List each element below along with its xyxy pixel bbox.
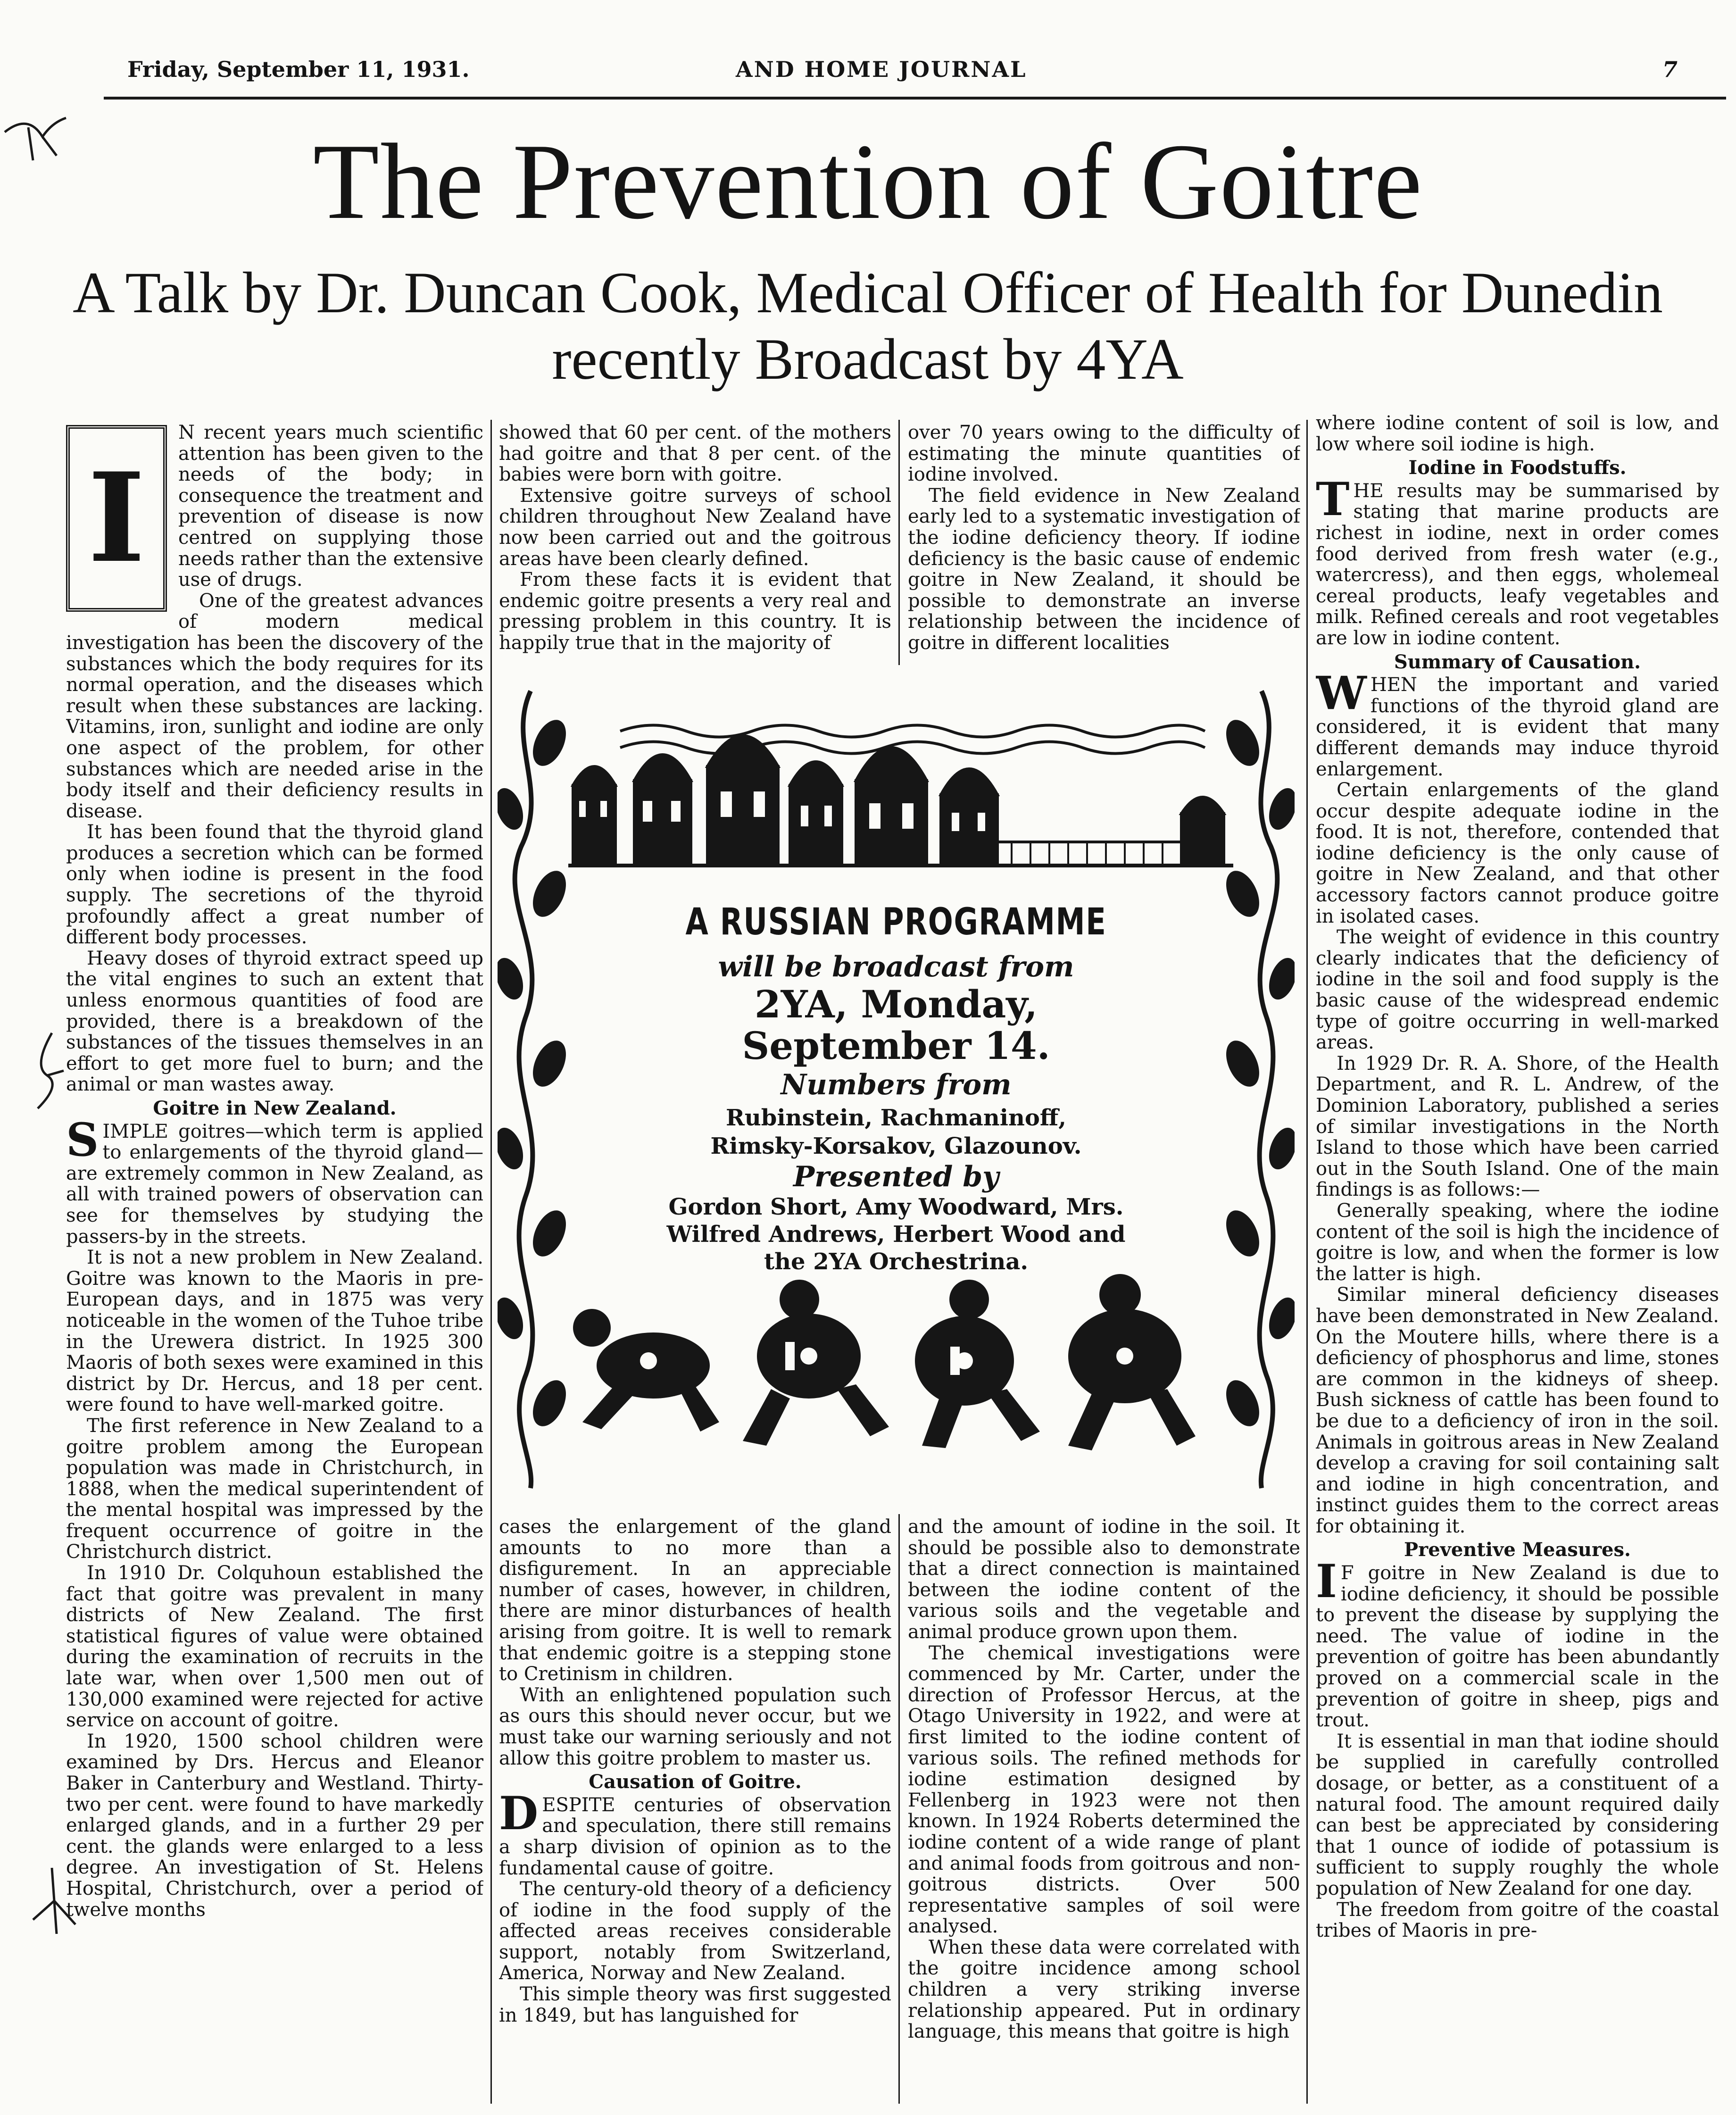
column-rule-1 xyxy=(490,420,492,2104)
advert-composers-line-1: Rubinstein, Rachmaninoff, xyxy=(725,1105,1067,1131)
paragraph: SIMPLE goitres—which term is applied to enlargements of the thyroid gland—are extremely common in New Zealand, as all with trained powers of observation can see for themselves by studying the passers-by in the streets. xyxy=(66,1113,483,1248)
section-heading: Iodine in Foodstuffs. xyxy=(1408,457,1627,479)
paragraph: Similar mineral deficiency diseases have been demonstrated in New Zealand. On the Moutere hills, where there is a deficiency of phosphorus and lime, stones are common in the kidneys of sheep. Bush sickness of cattle has been found to be due to a deficiency of iron in the soil. Animals in goitrous areas in New Zealand develop a craving for soil containing salt and iodine in high concentration, and instinct guides them to the correct areas for obtaining it. xyxy=(1316,1284,1719,1537)
article-column-3-top xyxy=(908,422,1300,658)
paragraph: DESPITE centuries of observation and speculation, there still remains a sharp division of opinion as to the fundamental cause of goitre. xyxy=(499,1786,891,1879)
paragraph: where iodine content of soil is low, and low where soil iodine is high. xyxy=(1316,413,1719,455)
advert-broadcast-line: will be broadcast from xyxy=(718,950,1074,983)
article-subtitle xyxy=(57,259,1679,393)
paragraph: This simple theory was first suggested in 1849, but has languished for xyxy=(499,1983,891,2026)
advert-presented-by: Presented by xyxy=(793,1160,999,1193)
column-rule-2 xyxy=(898,420,900,665)
paragraph: In 1910 Dr. Colquhoun established the fact that goitre was prevalent in many districts of New Zealand. The first statistical figures of value were obtained during the examination of recruits in the late war, when over 1,500 men out of 130,000 examined were rejected for active service on account of goitre. xyxy=(66,1562,483,1732)
illuminated-initial: I xyxy=(66,425,167,612)
section-heading: Goitre in New Zealand. xyxy=(153,1097,397,1119)
paragraph: The weight of evidence in this country clearly indicates that the deficiency of iodine in the soil and food supply is the basic cause of the widespread endemic type of goitre occurring in well-marked areas. xyxy=(1316,926,1719,1054)
paragraph: It has been found that the thyroid gland produces a secretion which can be formed only when iodine is present in the food supply. The secretions of the thyroid profoundly affect a great number of different body processes. xyxy=(66,821,483,949)
advert-performers-line-3: the 2YA Orchestrina. xyxy=(764,1249,1029,1275)
paragraph: N recent years much scientific attention has been given to the needs of the body; in consequence the treatment and prevention of disease is now centred on supplying those needs rather than the extensive use of drugs. xyxy=(178,422,483,591)
subtitle-line-2: recently Broadcast by 4YA xyxy=(552,327,1184,392)
advert-station: 2YA, Monday, xyxy=(755,982,1038,1026)
paragraph: From these facts it is evident that endemic goitre presents a very real and pressing problem in this country. It is happily true that in the majority of xyxy=(499,569,891,654)
drop-cap: T xyxy=(1316,472,1350,526)
paragraph: Generally speaking, where the iodine content of the soil is high the incidence of goitre is low, and when the former is low the latter is high. xyxy=(1316,1199,1719,1285)
paragraph: It is essential in man that iodine should be supplied in carefully controlled dosage, or better, as a constituent of a natural food. The amount required daily can best be appreciated by considering that 1 ounce of iodide of potassium is sufficient to supply roughly the whole population of New Zealand for one day. xyxy=(1316,1730,1719,1899)
margin-scribble-icon xyxy=(24,1028,66,1113)
paragraph: It is not a new problem in New Zealand. Goitre was known to the Maoris in pre-European days, and in 1875 was very noticeable in the women of the Tuhoe tribe in the Urewera district. In 1925 300 Maoris of both sexes were examined in this district by Dr. Hercus, and 18 per cent. were found to have well-marked goitre. xyxy=(66,1247,483,1416)
section-heading: Preventive Measures. xyxy=(1404,1539,1631,1561)
article-column-4 xyxy=(1316,413,1719,2104)
paragraph: cases the enlargement of the gland amounts to no more than a disfigurement. In an appreciable number of cases, however, in children, there are minor disturbances of health arising from goitre. It is well to remark that endemic goitre is a stepping stone to Cretinism in children. xyxy=(499,1516,891,1685)
issue-date: Friday, September 11, 1931. xyxy=(127,57,470,82)
article-column-3-bottom xyxy=(908,1516,1300,2104)
advert-headline: A RUSSIAN PROGRAMME xyxy=(685,901,1107,943)
advert-composers xyxy=(498,1104,1295,1160)
paragraph: showed that 60 per cent. of the mothers had goitre and that 8 per cent. of the babies were born with goitre. xyxy=(499,422,891,486)
margin-scribble-icon xyxy=(28,1863,80,1939)
paragraph: The chemical investigations were commenced by Mr. Carter, under the direction of Professor Hercus, at the Otago University in 1922, and were at first limited to the iodine content of various soils. The refined methods for iodine estimation designed by Fellenberg in 1923 were not then known. In 1924 Roberts determined the iodine content of a wide range of plant and animal foods from goitrous and non-goitrous districts. Over 500 representative samples of soil were analysed. xyxy=(908,1642,1300,1938)
advert-performers-line-1: Gordon Short, Amy Woodward, Mrs. xyxy=(668,1194,1124,1220)
drop-cap: D xyxy=(499,1786,539,1840)
paragraph: The first reference in New Zealand to a goitre problem among the European population was made in Christchurch, in 1888, when the medical superintendent of the mental hospital was impressed by the frequent occurrence of goitre in the Christchurch district. xyxy=(66,1415,483,1563)
paragraph: When these data were correlated with the goitre incidence among school children a very striking inverse relationship appeared. Put in ordinary language, this means that goitre is high xyxy=(908,1936,1300,2043)
article-column-2-bottom xyxy=(499,1516,891,2104)
paragraph: In 1920, 1500 school children were examined by Drs. Hercus and Eleanor Baker in Canterbury and Westland. Thirty-two per cent. were found to have markedly enlarged glands, and in a further 29 per cent. the glands were enlarged to a less degree. An investigation of St. Helens Hospital, Christchurch, over a period of twelve months xyxy=(66,1730,483,1921)
russian-programme-advert xyxy=(498,686,1295,1498)
paragraph: With an enlightened population such as ours this should never occur, but we must take our warning seriously and not allow this goitre problem to master us. xyxy=(499,1684,891,1769)
paragraph: WHEN the important and varied functions of the thyroid gland are considered, it is evident that many different demands may induce thyroid enlargement. xyxy=(1316,666,1719,780)
advert-numbers-from: Numbers from xyxy=(781,1068,1012,1101)
paragraph: over 70 years owing to the difficulty of estimating the minute quantities of iodine involved. xyxy=(908,422,1300,486)
kremlin-skyline-illustration xyxy=(568,725,1233,866)
article-column-1 xyxy=(66,422,483,2101)
paragraph: Heavy doses of thyroid extract speed up the vital engines to such an extent that unless enormous quantities of food are provided, there is a breakdown of the substances of the tissues themselves in an effort to get more fuel to burn; and the animal or man wastes away. xyxy=(66,947,483,1096)
paragraph: The freedom from goitre of the coastal tribes of Maoris in pre- xyxy=(1316,1899,1719,1942)
section-heading: Causation of Goitre. xyxy=(589,1771,802,1793)
advert-station-date xyxy=(498,983,1295,1066)
article-title: The Prevention of Goitre xyxy=(313,121,1423,241)
drop-cap: S xyxy=(66,1113,99,1166)
advert-performers xyxy=(498,1193,1295,1275)
subtitle-line-1: A Talk by Dr. Duncan Cook, Medical Officer of Health for Dunedin xyxy=(73,260,1663,325)
column-rule-2b xyxy=(898,1514,900,2104)
column-rule-3 xyxy=(1306,420,1308,2104)
paragraph: Certain enlargements of the gland occur despite adequate iodine in the food. It is not, therefore, contended that iodine deficiency is the only cause of goitre in New Zealand, and that other accessory factors cannot produce goitre in isolated cases. xyxy=(1316,779,1719,927)
journal-name: AND HOME JOURNAL xyxy=(736,57,1027,82)
header-rule xyxy=(104,97,1726,100)
drop-cap: W xyxy=(1316,666,1367,720)
margin-scribble-icon xyxy=(0,104,71,170)
paragraph: One of the greatest advances of modern medical investigation has been the discovery of the substances which the body requires for its normal operation, and the diseases which result when these substances are lacking. Vitamins, iron, sunlight and iodine are only one aspect of the problem, for other substances which are needed arise in the body itself and their deficiency results in disease. xyxy=(66,590,483,822)
advert-performers-line-2: Wilfred Andrews, Herbert Wood and xyxy=(666,1221,1126,1248)
paragraph: Extensive goitre surveys of school children throughout New Zealand have now been carried out and the goitrous areas have been clearly defined. xyxy=(499,484,891,570)
paragraph: The field evidence in New Zealand early led to a systematic investigation of the iodine deficiency theory. If iodine deficiency is the basic cause of endemic goitre in New Zealand, it should be possible to demonstrate an inverse relationship between the incidence of goitre in different localities xyxy=(908,484,1300,654)
section-heading: Summary of Causation. xyxy=(1394,650,1641,673)
article-column-2-top xyxy=(499,422,891,658)
folk-dancers-illustration xyxy=(573,1274,1196,1450)
advert-date: September 14. xyxy=(742,1024,1050,1068)
drop-cap: I xyxy=(1316,1555,1337,1608)
page-number: 7 xyxy=(1662,57,1678,82)
advert-composers-line-2: Rimsky-Korsakov, Glazounov. xyxy=(710,1133,1082,1159)
paragraph: In 1929 Dr. R. A. Shore, of the Health Department, and R. L. Andrew, of the Dominion Laboratory, published a series of similar investigations in the North Island to those which have been carried out in the South Island. One of the main findings is as follows:— xyxy=(1316,1052,1719,1201)
paragraph: I F goitre in New Zealand is due to iodine deficiency, it should be possible to prevent the disease by supplying the need. The value of iodine in the prevention of goitre has been abundantly proved on a commercial scale in the prevention of goitre in sheep, pigs and trout. xyxy=(1316,1555,1719,1732)
paragraph: The century-old theory of a deficiency of iodine in the food supply of the affected areas receives considerable support, notably from Switzerland, America, Norway and New Zealand. xyxy=(499,1878,891,1984)
paragraph: and the amount of iodine in the soil. It should be possible also to demonstrate that a direct connection is maintained between the iodine content of the various soils and the vegetable and animal produce grown upon them. xyxy=(908,1516,1300,1643)
paragraph: THE results may be summarised by stating that marine products are richest in iodine, next in order comes food derived from fresh water (e.g., watercress), and then eggs, wholemeal cereal products, leafy vegetables and milk. Refined cereals and root vegetables are low in iodine content. xyxy=(1316,472,1719,649)
